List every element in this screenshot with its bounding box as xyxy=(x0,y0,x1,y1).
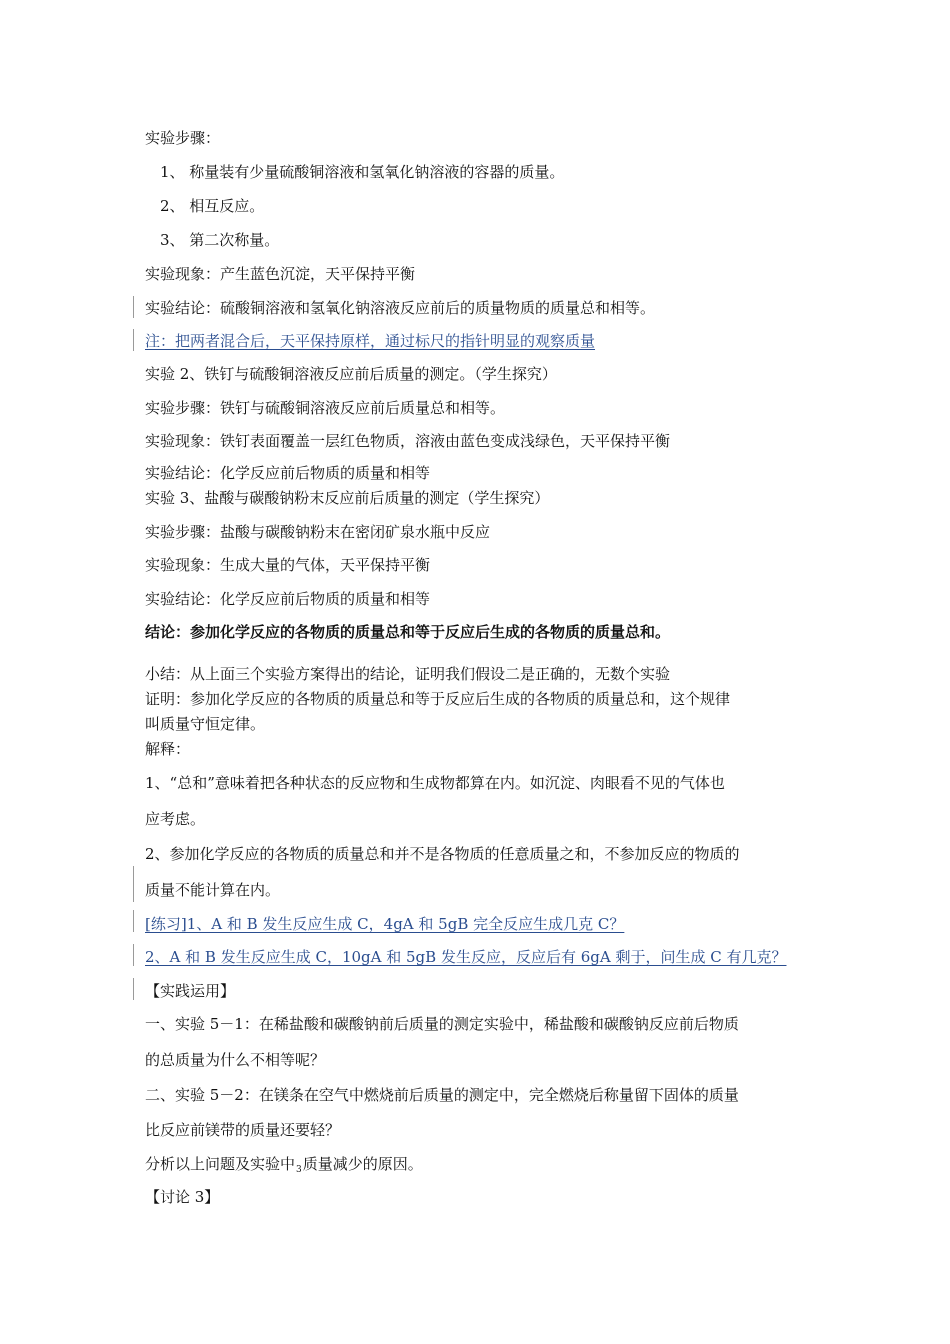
revision-bar xyxy=(133,296,134,318)
practice-1-line-1: 一、实验 5－1：在稀盐酸和碳酸钠前后质量的测定实验中，稀盐酸和碳酸钠反应前后物质 xyxy=(145,1015,739,1033)
revision-bar xyxy=(133,866,134,902)
main-conclusion: 结论：参加化学反应的各物质的质量总和等于反应后生成的各物质的质量总和。 xyxy=(145,623,671,641)
experiment-3-title: 实验 3、盐酸与碳酸钠粉末反应前后质量的测定（学生探究） xyxy=(145,489,550,507)
analysis-text-b: 质量减少的原因。 xyxy=(302,1155,423,1173)
conclusion-3: 实验结论：化学反应前后物质的质量和相等 xyxy=(145,590,431,608)
explanation-1-line-2: 应考虑。 xyxy=(145,810,206,828)
exercise-1: [练习]1、A 和 B 发生反应生成 C，4gA 和 5gB 完全反应生成几克 C？ xyxy=(145,915,625,933)
practice-1-line-2: 的总质量为什么不相等呢？ xyxy=(145,1051,326,1069)
revision-bar xyxy=(133,329,134,351)
revision-bar xyxy=(133,944,134,966)
steps-heading: 实验步骤： xyxy=(145,129,221,147)
steps-3: 实验步骤：盐酸与碳酸钠粉末在密闭矿泉水瓶中反应 xyxy=(145,523,491,541)
analysis-line xyxy=(145,1154,423,1180)
summary-line-1: 小结：从上面三个实验方案得出的结论，证明我们假设二是正确的，无数个实验 xyxy=(145,665,671,683)
exercise-2: 2、A 和 B 发生反应生成 C，10gA 和 5gB 发生反应，反应后有 6gA 剩于，问生成 C 有几克？ xyxy=(145,948,787,966)
phenomenon-3: 实验现象：生成大量的气体，天平保持平衡 xyxy=(145,556,431,574)
explanation-heading: 解释： xyxy=(145,740,191,758)
conclusion-2: 实验结论：化学反应前后物质的质量和相等 xyxy=(145,464,431,482)
subscript-3: 3 xyxy=(296,1165,302,1175)
step-2: 2、 相互反应。 xyxy=(160,197,265,215)
step-1: 1、 称量装有少量硫酸铜溶液和氢氧化钠溶液的容器的质量。 xyxy=(160,163,565,181)
steps-2: 实验步骤：铁钉与硫酸铜溶液反应前后质量总和相等。 xyxy=(145,399,506,417)
practice-2-line-2: 比反应前镁带的质量还要轻？ xyxy=(145,1121,341,1139)
conclusion-1: 实验结论：硫酸铜溶液和氢氧化钠溶液反应前后的质量物质的质量总和相等。 xyxy=(145,299,656,317)
phenomenon-1: 实验现象：产生蓝色沉淀，天平保持平衡 xyxy=(145,265,416,283)
note-1: 注：把两者混合后，天平保持原样，通过标尺的指针明显的观察质量 xyxy=(145,332,596,350)
phenomenon-2: 实验现象：铁钉表面覆盖一层红色物质，溶液由蓝色变成浅绿色，天平保持平衡 xyxy=(145,432,671,450)
practice-2-line-1: 二、实验 5－2：在镁条在空气中燃烧前后质量的测定中，完全燃烧后称量留下固体的质量 xyxy=(145,1086,739,1104)
experiment-2-title: 实验 2、铁钉与硫酸铜溶液反应前后质量的测定。（学生探究） xyxy=(145,365,557,383)
summary-line-2: 证明：参加化学反应的各物质的质量总和等于反应后生成的各物质的质量总和，这个规律 xyxy=(145,690,731,708)
summary-line-3: 叫质量守恒定律。 xyxy=(145,715,266,733)
step-3: 3、 第二次称量。 xyxy=(160,231,280,249)
practice-heading: 【实践运用】 xyxy=(145,982,236,1000)
revision-bar xyxy=(133,910,134,932)
explanation-2-line-2: 质量不能计算在内。 xyxy=(145,881,281,899)
analysis-text-a: 分析以上问题及实验中 xyxy=(145,1155,296,1173)
explanation-1-line-1: 1、“总和”意味着把各种状态的反应物和生成物都算在内。如沉淀、肉眼看不见的气体也 xyxy=(145,774,725,792)
explanation-2-line-1: 2、参加化学反应的各物质的质量总和并不是各物质的任意质量之和，不参加反应的物质的 xyxy=(145,845,740,863)
revision-bar xyxy=(133,978,134,1000)
discussion-3-heading: 【讨论 3】 xyxy=(145,1188,220,1206)
